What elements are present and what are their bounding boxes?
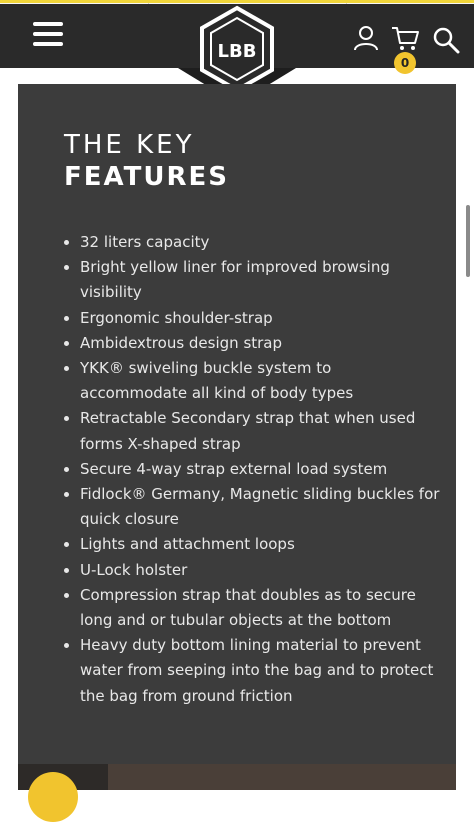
features-title-line1: THE KEY bbox=[64, 130, 195, 160]
list-item: U-Lock holster bbox=[80, 558, 440, 583]
list-item: Ambidextrous design strap bbox=[80, 331, 440, 356]
key-features-panel bbox=[18, 84, 456, 764]
list-item: Secure 4-way strap external load system bbox=[80, 457, 440, 482]
product-photo bbox=[108, 764, 456, 790]
logo-text: LBB bbox=[217, 41, 257, 62]
list-item: YKK® swiveling buckle system to accommodate all kind of body types bbox=[80, 356, 440, 406]
list-item: Compression strap that doubles as to secure long and or tubular objects at the bottom bbox=[80, 583, 440, 633]
search-icon[interactable] bbox=[432, 26, 460, 54]
list-item: Heavy duty bottom lining material to prevent water from seeping into the bag and to protect the bag from ground friction bbox=[80, 633, 440, 709]
list-item: Fidlock® Germany, Magnetic sliding buckles for quick closure bbox=[80, 482, 440, 532]
cart-icon[interactable] bbox=[390, 24, 420, 52]
list-item: Retractable Secondary strap that when used forms X-shaped strap bbox=[80, 406, 440, 456]
user-icon[interactable] bbox=[352, 24, 380, 52]
features-list bbox=[62, 230, 440, 709]
product-image-strip bbox=[18, 764, 456, 790]
cart-count-badge[interactable]: 0 bbox=[394, 52, 416, 74]
list-item: Ergonomic shoulder-strap bbox=[80, 306, 440, 331]
list-item: 32 liters capacity bbox=[80, 230, 440, 255]
list-item: Bright yellow liner for improved browsing visibility bbox=[80, 255, 440, 305]
list-item: Lights and attachment loops bbox=[80, 532, 440, 557]
scrollbar-thumb[interactable] bbox=[466, 205, 470, 277]
floating-badge-icon[interactable] bbox=[28, 772, 78, 822]
features-title-line2: FEATURES bbox=[64, 162, 229, 192]
hamburger-menu-icon[interactable] bbox=[33, 22, 63, 48]
